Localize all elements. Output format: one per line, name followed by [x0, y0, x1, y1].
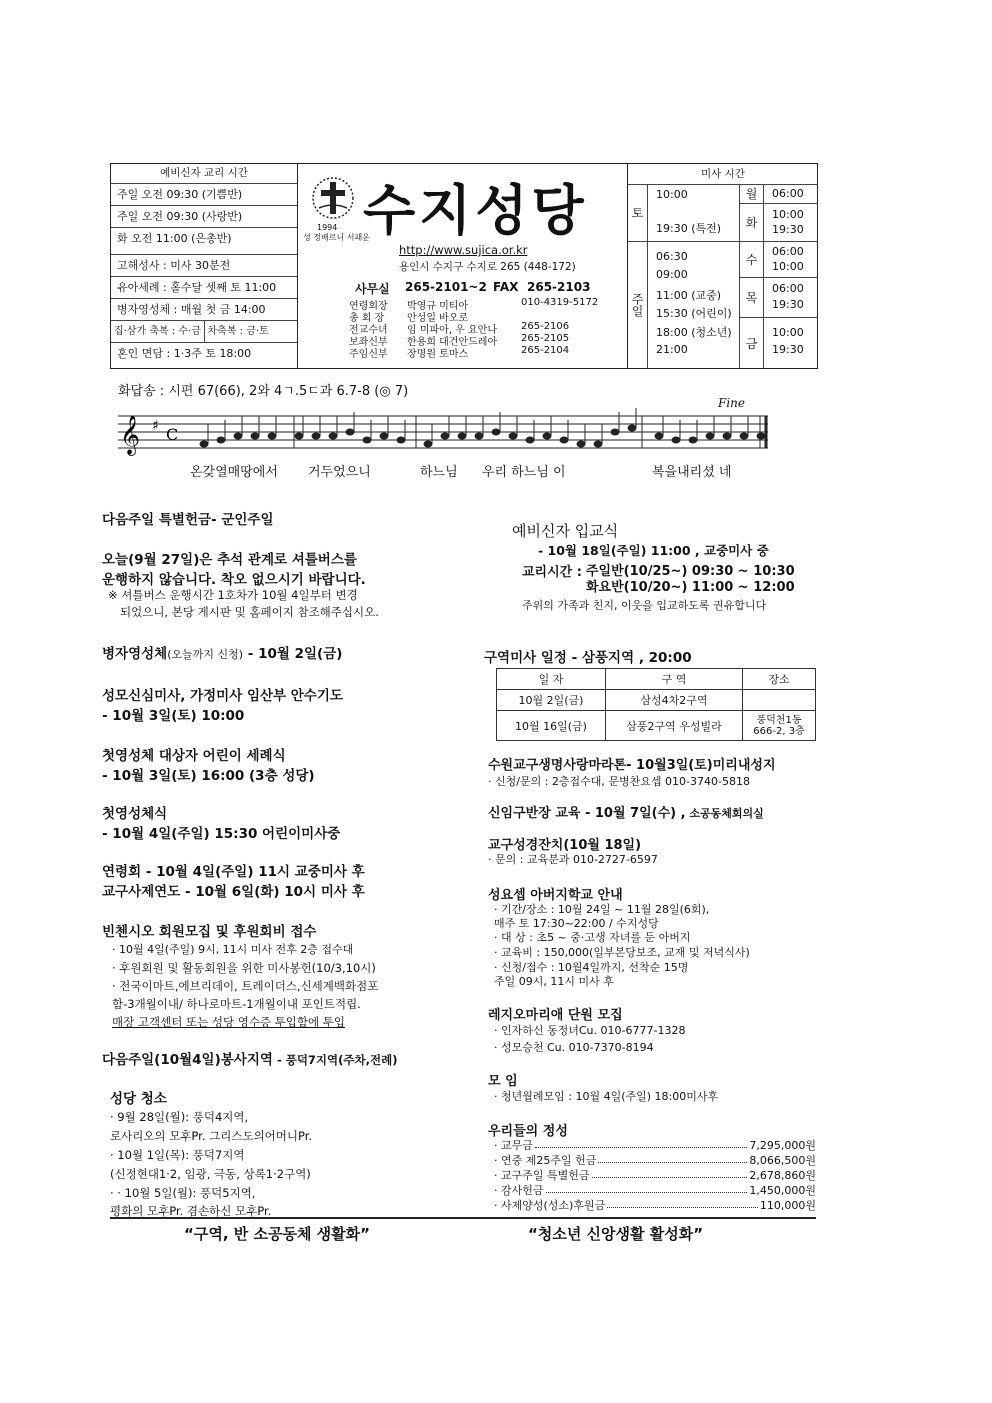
parish-logo-icon — [309, 174, 357, 224]
catechism-row: 화 오전 11:00 (은총반) — [111, 228, 297, 255]
note-head — [295, 433, 303, 439]
contact-name: 박영규 미티아 — [407, 301, 469, 312]
header-cell: 일 자 — [497, 669, 606, 690]
logo-caption: 성 정배르니 서패운 — [303, 233, 370, 242]
meeting-title: 모 임 — [488, 1074, 518, 1089]
mass-time: 10:00 — [772, 260, 804, 273]
psalm-title: 화답송 : 시편 67(66), 2와 4ㄱ.5ㄷ과 6.7-8 (◎ 7) — [118, 384, 409, 399]
offering-amount: 1,450,000원 — [749, 1184, 816, 1197]
shuttle-note: 되었으니, 본당 게시판 및 홈페이지 참조해주십시오. — [120, 605, 379, 619]
catechism-schedule — [111, 164, 298, 368]
mass-time: 06:30 — [656, 250, 688, 263]
baptism: 첫영성체 대상자 어린이 세례식 — [102, 748, 286, 764]
mass-time: 09:00 — [656, 268, 688, 281]
contact-role: 전교수녀 — [349, 325, 388, 336]
father-school-line: · 대 상 : 초5 ~ 중·고생 자녀를 둔 아버지 — [494, 931, 691, 944]
contact-phone: 265-2105 — [521, 333, 570, 344]
lyric: 거두었으니 — [308, 465, 371, 480]
mass-time: 06:00 — [772, 245, 804, 258]
offering-item — [494, 1152, 816, 1167]
table-cell: 삼성4차2구역 — [606, 690, 743, 711]
header-cell: 장소 — [743, 669, 816, 690]
note-head — [509, 433, 517, 439]
sat-label: 토 — [628, 184, 648, 242]
cleaning-line: (신정현대1·2, 임광, 극동, 상록1·2구역) — [110, 1167, 311, 1181]
sick-communion-title: 병자영성체 — [102, 646, 168, 662]
cleaning-line: · 10월 1일(목): 풍덕7지역 — [110, 1148, 245, 1162]
mass-time: 15:30 (어린이) — [656, 307, 732, 320]
catechumen-title: 예비신자 입교식 — [512, 522, 619, 540]
father-school-line: · 신청/접수 : 10월4일까지, 선착순 15명 — [494, 961, 689, 974]
offering-label: · 교구주일 특별헌금 — [494, 1169, 590, 1182]
note-head — [689, 437, 697, 443]
marathon-info: · 신청/문의 : 2층접수대, 문병찬요셉 010-3740-5818 — [488, 775, 750, 788]
table-cell: 삼풍2구역 우성빌라 — [606, 711, 743, 741]
note-head — [723, 433, 731, 439]
fax-label: FAX — [493, 280, 519, 294]
contact-name: 안성일 바오로 — [407, 313, 469, 324]
offering-title: 우리들의 정성 — [488, 1124, 568, 1139]
sick-communion — [102, 642, 342, 662]
offering-label: · 연중 제25주일 헌금 — [494, 1154, 597, 1167]
contact-name: 장명원 토마스 — [407, 349, 469, 360]
father-school-line: · 교육비 : 150,000(일부본당보조, 교재 및 저녁식사) — [494, 946, 750, 959]
priest-year: 교구사제연도 - 10월 6일(화) 10시 미사 후 — [102, 884, 365, 900]
offering-label: · 교무금 — [494, 1139, 533, 1152]
offering-list — [494, 1137, 816, 1212]
offering-item — [494, 1182, 816, 1197]
sun-label: 주일 — [628, 242, 648, 368]
table-cell: 풍덕천1동 666-2, 3층 — [743, 711, 816, 741]
note-head — [234, 433, 242, 439]
catechism-row: 주일 오전 09:30 (사랑반) — [111, 206, 297, 228]
fine-mark: Fine — [718, 396, 745, 410]
contact-role: 주임신부 — [349, 349, 388, 360]
marian-mass: 성모신심미사, 가정미사 임산부 안수기도 — [102, 688, 343, 704]
note-head — [560, 437, 568, 443]
note-head — [458, 433, 466, 439]
leader-title: 신임구반장 교육 - 10월 7일(수) , — [488, 806, 686, 821]
offering-item — [494, 1137, 816, 1152]
mass-time: 19:30 — [772, 298, 804, 311]
note-head — [757, 433, 765, 439]
cleaning-line: 로사리오의 모후Pr. 그리스도의어머니Pr. — [110, 1129, 313, 1143]
mass-time: 18:00 (청소년) — [656, 326, 732, 339]
offering-item — [494, 1197, 816, 1212]
office-phone: 265-2101~2 — [405, 280, 487, 294]
table-cell: 10월 2일(금) — [497, 690, 606, 711]
leader-place: 소공동체회의실 — [685, 807, 764, 820]
svg-text:𝄞: 𝄞 — [120, 415, 141, 455]
fax-number: 265-2103 — [527, 280, 591, 294]
vincent-line: · 전국이마트,에브리데이, 트레이더스,신세계백화점포 — [112, 979, 379, 993]
shuttle-notice: 오늘(9월 27일)은 추석 관계로 셔틀버스를 — [102, 552, 357, 568]
service-title: 다음주일(10월4일)봉사지역 — [102, 1052, 273, 1068]
contact-phone: 265-2104 — [521, 345, 570, 356]
district-mass-title: 구역미사 일정 - 삼풍지역 , 20:00 — [484, 650, 692, 666]
offering-amount: 2,678,860원 — [749, 1169, 816, 1182]
vincent-line: · 10월 4일(주일) 9시, 11시 미사 전후 2층 접수대 — [112, 943, 354, 956]
mass-time: 19:30 — [772, 343, 804, 356]
note-head — [424, 441, 432, 447]
mass-grid — [628, 184, 818, 368]
catechism-row: 주일 오전 09:30 (기쁨반) — [111, 184, 297, 206]
offering-item — [494, 1167, 816, 1182]
tue-label: 화 — [740, 204, 764, 242]
note-head — [380, 433, 388, 439]
bible-festival-title: 교구성경잔치(10월 18일) — [488, 838, 642, 853]
note-head — [475, 433, 483, 439]
legio-title: 레지오마리애 단원 모집 — [488, 1008, 623, 1023]
note-head — [217, 437, 225, 443]
mass-time: 10:00 — [772, 326, 804, 339]
lyric: 우리 하느님 이 — [482, 465, 566, 480]
note-head — [740, 433, 748, 439]
footer-motto-right: “청소년 신앙생활 활성화” — [528, 1225, 704, 1243]
baptism-date: - 10월 3일(토) 16:00 (3층 성당) — [102, 768, 315, 784]
catechumen-note: 주위의 가족과 친지, 이웃을 입교하도록 권유합니다 — [522, 599, 767, 612]
father-school-line: · 기간/장소 : 10월 24일 ~ 11월 28일(6회), — [494, 903, 710, 916]
note-head — [329, 433, 337, 439]
note-head — [200, 441, 208, 447]
vincent-title: 빈첸시오 회원모집 및 후원회비 접수 — [102, 924, 317, 940]
mass-time: 06:00 — [772, 282, 804, 295]
mass-time: 06:00 — [772, 187, 804, 200]
music-staff — [118, 406, 770, 458]
note-head — [672, 437, 680, 443]
sick-communion-note: (오늘까지 신청) — [167, 648, 244, 661]
note-head — [577, 441, 585, 447]
note-head — [543, 433, 551, 439]
special-offering: 다음주일 특별헌금- 군인주일 — [102, 512, 274, 528]
sun-times — [648, 242, 740, 368]
table-cell: 10월 16일(금) — [497, 711, 606, 741]
blessing-row — [111, 321, 297, 343]
footer-motto-left: “구역, 반 소공동체 생활화” — [184, 1225, 370, 1243]
marian-mass-date: - 10월 3일(토) 10:00 — [102, 708, 245, 724]
infant-baptism-info: 유아세례 : 홀수달 셋째 토 11:00 — [111, 277, 297, 299]
sick-communion-info: 병자영성체 : 매월 첫 금 14:00 — [111, 299, 297, 321]
offering-amount: 7,295,000원 — [749, 1139, 816, 1152]
house-blessing: 집·삼가 축복 : 수·금 — [111, 321, 205, 342]
note-head — [526, 437, 534, 443]
legio-line: · 인자하신 동정녀Cu. 010-6777-1328 — [494, 1024, 686, 1037]
marathon-title: 수원교구생명사랑마라톤- 10월3일(토)미리내성지 — [488, 758, 776, 773]
vincent-line: 함-3개월이내/ 하나로마트-1개월이내 포인트적립. — [112, 997, 361, 1011]
table-row — [497, 711, 816, 741]
header-center — [299, 164, 629, 368]
offering-amount: 8,066,500원 — [749, 1154, 816, 1167]
mass-times — [627, 164, 818, 368]
note-head — [655, 433, 663, 439]
offering-label: · 사제양성(성소)후원금 — [494, 1199, 606, 1212]
cleaning-line: · · 10월 5일(월): 풍덕5지역, — [110, 1186, 256, 1200]
funeral-society: 연령회 - 10월 4일(주일) 11시 교중미사 후 — [102, 864, 365, 880]
note-head — [363, 437, 371, 443]
contact-phone: 265-2106 — [521, 321, 570, 332]
offering-amount: 110,000원 — [759, 1199, 816, 1212]
tue-times — [764, 204, 818, 242]
cleaning-line: 평화의 모후Pr. 겸손하신 모후Pr. — [110, 1204, 272, 1218]
service-area — [102, 1048, 397, 1068]
mass-time: 10:00 — [656, 188, 688, 201]
vincent-line: · 후원회원 및 활동회원을 위한 미사봉헌(10/3,10시) — [112, 961, 376, 975]
car-blessing: 차축복 : 금·토 — [207, 326, 269, 337]
sick-communion-date: - 10월 2일(금) — [243, 646, 343, 662]
note-head — [594, 441, 602, 447]
parish-name: 수지성당 — [363, 179, 588, 242]
leader-training — [488, 802, 764, 821]
note-head — [441, 433, 449, 439]
contact-phone: 010-4319-5172 — [521, 297, 599, 308]
confession-info: 고해성사 : 미사 30분전 — [111, 255, 297, 277]
district-mass-table — [496, 668, 816, 741]
note-head — [611, 429, 619, 435]
wed-times — [764, 242, 818, 278]
thu-times — [764, 278, 818, 318]
lyric: 복을내리셨 네 — [652, 465, 732, 480]
catechumen-date: - 10월 18일(주일) 11:00 , 교중미사 중 — [538, 543, 769, 558]
lyric: 하느님 — [420, 465, 458, 480]
note-head — [628, 425, 636, 431]
meeting-line: · 청년월례모임 : 10월 4일(주일) 18:00미사후 — [494, 1090, 719, 1103]
first-communion: 첫영성체식 — [102, 806, 168, 822]
class-label: 교리시간 : — [522, 565, 582, 580]
first-communion-date: - 10월 4일(주일) 15:30 어린이미사중 — [102, 826, 341, 842]
mass-time: 10:00 — [772, 208, 804, 221]
note-head — [268, 433, 276, 439]
mass-time: 19:30 (특전) — [656, 222, 722, 235]
contact-name: 임 미파아, 우 요안나 — [407, 325, 497, 336]
class-tuesday: 화요반(10/20~) 11:00 ~ 12:00 — [586, 580, 795, 595]
bible-festival-info: · 문의 : 교육분과 010-2727-6597 — [488, 853, 658, 866]
wed-label: 수 — [740, 242, 764, 278]
cleaning-title: 성당 청소 — [110, 1091, 167, 1107]
shuttle-note: ※ 셔틀버스 운행시간 1호차가 10월 4일부터 변경 — [108, 588, 358, 602]
mon-label: 월 — [740, 184, 764, 204]
contact-role: 보좌신부 — [349, 337, 388, 348]
address: 용인시 수지구 수지로 265 (448-172) — [399, 261, 576, 273]
note-head — [706, 433, 714, 439]
offering-label: · 감사헌금 — [494, 1184, 544, 1197]
note-head — [397, 437, 405, 443]
sat-times — [648, 184, 740, 242]
note-head — [251, 433, 259, 439]
contact-role: 연령회장 — [349, 301, 388, 312]
footer-rule — [110, 1217, 816, 1219]
mon-times — [764, 184, 818, 204]
mass-time: 19:30 — [772, 223, 804, 236]
mass-time: 11:00 (교중) — [656, 289, 722, 302]
vincent-line: 매장 고객센터 또는 성당 영수증 투입함에 투입 — [112, 1015, 346, 1029]
fri-times — [764, 318, 818, 368]
header-box — [110, 163, 818, 369]
father-school-line: 주일 09시, 11시 미사 후 — [494, 975, 614, 988]
mass-title: 미사 시간 — [628, 164, 818, 185]
father-school-line: 매주 토 17:30~22:00 / 수지성당 — [494, 917, 659, 930]
class-sunday: 주일반(10/25~) 09:30 ~ 10:30 — [586, 564, 795, 579]
note-head — [346, 429, 354, 435]
fri-label: 금 — [740, 318, 764, 368]
logo-year: 1994 — [317, 223, 338, 232]
header-cell: 구 역 — [606, 669, 743, 690]
table-header — [497, 669, 816, 690]
table-row — [497, 690, 816, 711]
table-cell — [743, 690, 816, 711]
legio-line: · 성모승천 Cu. 010-7370-8194 — [494, 1041, 654, 1054]
note-head — [492, 429, 500, 435]
office-label: 사무실 — [355, 282, 390, 296]
catechism-title: 예비신자 교리 시간 — [111, 164, 297, 184]
website-link[interactable]: http://www.sujica.or.kr — [399, 243, 528, 257]
cleaning-line: · 9월 28일(월): 풍덕4지역, — [110, 1110, 249, 1124]
svg-text:C: C — [166, 425, 179, 444]
note-head — [312, 433, 320, 439]
svg-text:♯: ♯ — [152, 418, 159, 434]
service-region: - 풍덕7지역(주차,전례) — [272, 1053, 398, 1067]
marriage-info: 혼인 면담 : 1·3주 토 18:00 — [117, 347, 252, 360]
mass-time: 21:00 — [656, 343, 688, 356]
shuttle-notice: 운행하지 않습니다. 착오 없으시기 바랍니다. — [102, 572, 366, 588]
father-school-title: 성요셉 아버지학교 안내 — [488, 888, 623, 903]
contact-role: 총 회 장 — [349, 313, 385, 324]
contact-name: 한용희 대건안드레아 — [407, 337, 498, 348]
lyric: 온갖열매땅에서 — [190, 465, 278, 480]
thu-label: 목 — [740, 278, 764, 318]
